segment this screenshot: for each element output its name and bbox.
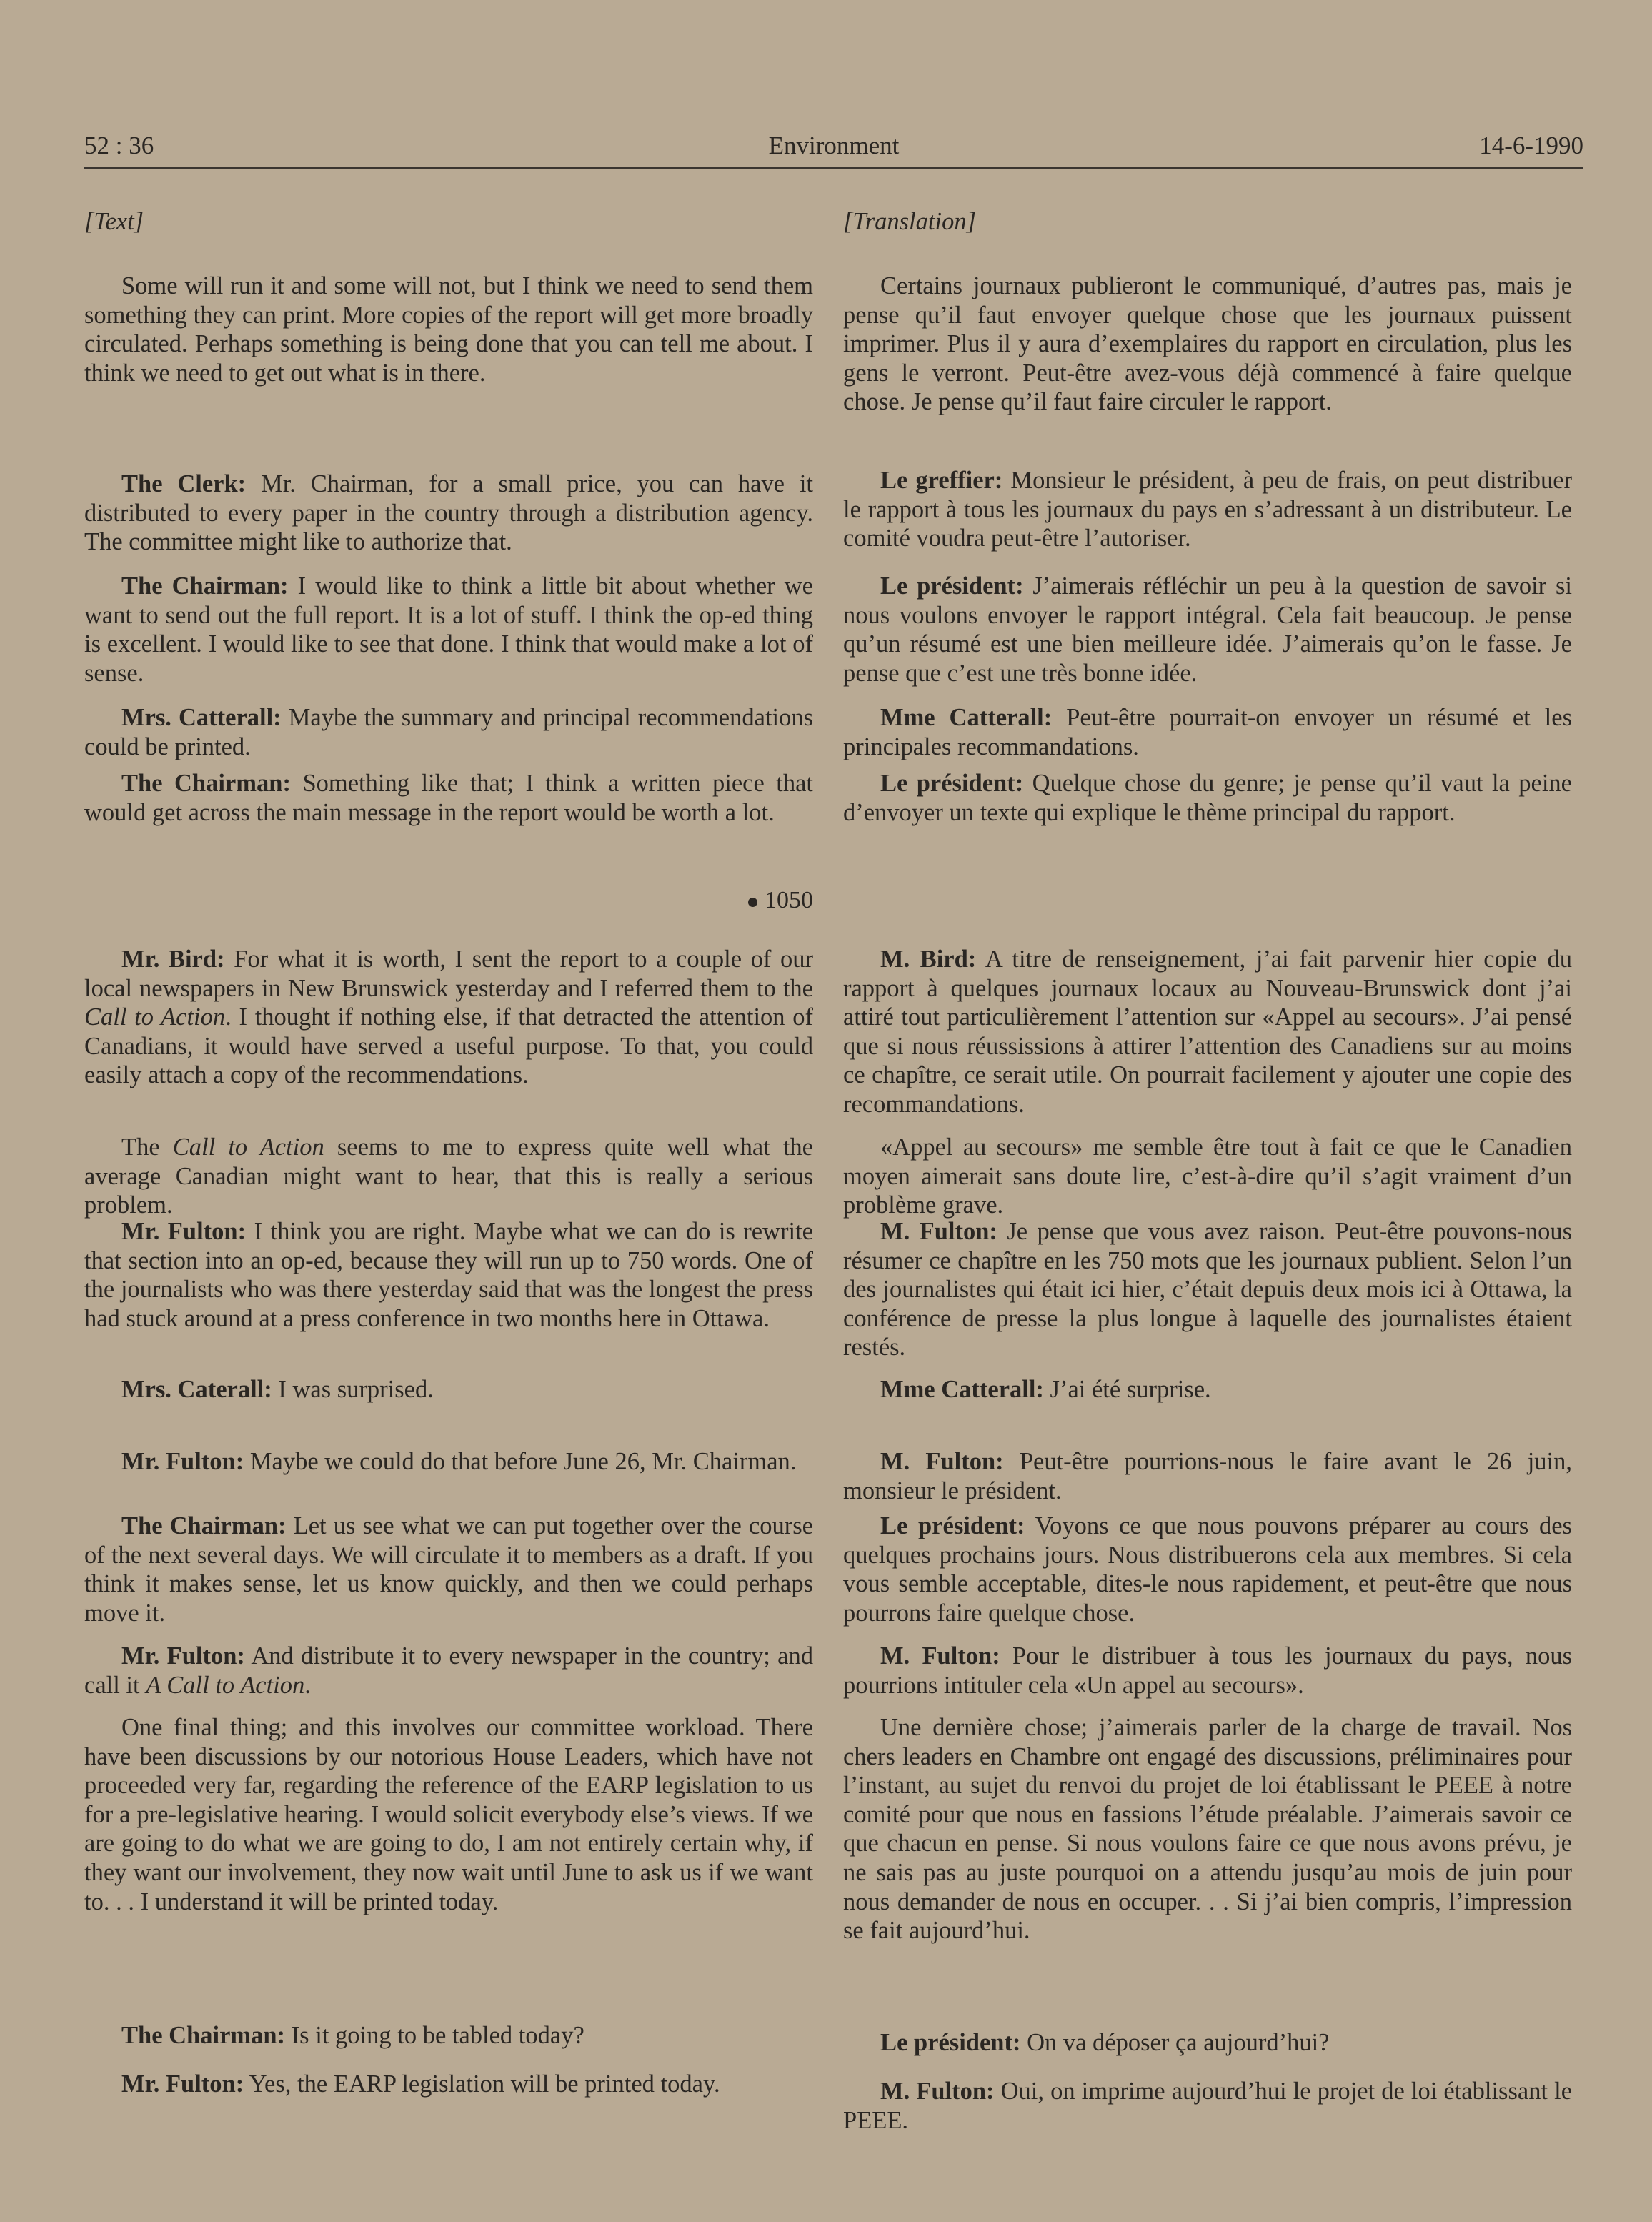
speaker-name: The Chairman:: [121, 770, 291, 797]
paragraph-text: Certains journaux publieront le communiqué, d’autres pas, mais je pense qu’il faut envoyer quelque chose que les journaux puissent imprimer. Plus il y aura d’exemplaires du rapport en circulation, plus les gens le verront. Peut-être avez-vous déjà commencé à faire quelque chose. Je pense qu’il faut faire circuler le rapport.: [843, 272, 1572, 416]
speaker-name: Le président:: [880, 770, 1024, 797]
paragraph-text: Monsieur le président, à peu de frais, on peut distribuer le rapport à tous les journaux du pays en s’adressant à un distributeur. Le comité voudra peut-être l’autoriser.: [843, 467, 1572, 552]
paragraph-text: .: [304, 1671, 311, 1699]
paragraph-text: Something like that; I think a written piece that would get across the main message in the report would be worth a lot.: [84, 770, 813, 826]
transcript-paragraph: [84, 1512, 813, 1627]
speaker-name: Mr. Fulton:: [121, 1448, 244, 1475]
transcript-paragraph: [84, 2021, 813, 2050]
speaker-name: M. Fulton:: [880, 2078, 995, 2105]
paragraph-text: Peut-être pourrait-on envoyer un résumé et les principales recommandations.: [843, 704, 1573, 760]
transcript-paragraph: [84, 2070, 813, 2099]
transcript-paragraph: [84, 572, 813, 688]
italic-title: Call to Action: [172, 1134, 324, 1161]
speaker-name: M. Fulton:: [880, 1642, 1000, 1670]
paragraph-text: Quelque chose du genre; je pense qu’il vaut la peine d’envoyer un texte qui explique le thème principal du rapport.: [843, 770, 1572, 826]
transcript-paragraph: [843, 945, 1572, 1119]
paragraph-text: On va déposer ça aujourd’hui?: [1027, 2029, 1330, 2056]
transcript-paragraph: [84, 1375, 813, 1404]
speaker-name: Le greffier:: [880, 467, 1003, 494]
transcript-paragraph: [843, 2077, 1572, 2135]
speaker-name: M. Fulton:: [880, 1448, 1004, 1475]
speaker-name: Le président:: [880, 572, 1024, 600]
italic-title: A Call to Action: [146, 1671, 305, 1699]
paragraph-text: Mr. Chairman, for a small price, you can have it distributed to every paper in the country through a distribution agency. The committee might like to authorize that.: [84, 470, 814, 556]
transcript-paragraph: [84, 272, 813, 387]
paragraph-text: For what it is worth, I sent the report to a couple of our local newspapers in New Brunswick yesterday and I referred them to the: [84, 946, 813, 1002]
speaker-name: Mme Catterall:: [880, 704, 1053, 731]
paragraph-text: Yes, the EARP legislation will be printed today.: [249, 2070, 720, 2098]
transcript-paragraph: [84, 1642, 813, 1700]
transcript-paragraph: [843, 769, 1572, 827]
speaker-name: Mr. Fulton:: [121, 2070, 244, 2098]
speaker-name: Mr. Bird:: [121, 946, 225, 973]
transcript-paragraph: [843, 1133, 1572, 1220]
transcript-paragraph: [843, 1713, 1572, 1945]
paragraph-text: Maybe the summary and principal recommendations could be printed.: [84, 704, 814, 760]
paragraph-text: Some will run it and some will not, but I think we need to send them something they can print. More copies of the report will get more broadly circulated. Perhaps something is being done that you can tell me about. I think we need to get out what is in there.: [84, 272, 813, 387]
bullet-icon: [748, 898, 757, 907]
paragraph-text: And distribute it to every newspaper in the country; and call it: [84, 1642, 813, 1699]
paragraph-text: I would like to think a little bit about whether we want to send out the full report. It is a lot of stuff. I think the op-ed thing is excellent. I would like to see that done. I think that would make a lot of sense.: [84, 572, 813, 687]
speaker-name: The Clerk:: [121, 470, 247, 497]
paragraph-text: Is it going to be tabled today?: [291, 2022, 584, 2049]
paragraph-text: seems to me to express quite well what the average Canadian might want to hear, that this is really a serious problem.: [84, 1134, 813, 1219]
speaker-name: M. Fulton:: [880, 1218, 997, 1245]
column-label: [Translation]: [843, 208, 976, 235]
speaker-name: M. Bird:: [880, 946, 977, 973]
transcript-paragraph: [84, 1713, 813, 1916]
column-label: [Text]: [84, 208, 144, 235]
page-number: 52 : 36: [84, 132, 154, 159]
paragraph-text: Pour le distribuer à tous les journaux du pays, nous pourrions intituler cela «Un appel au secours».: [843, 1642, 1572, 1699]
transcript-paragraph: [843, 2028, 1572, 2058]
transcript-paragraph: [843, 272, 1572, 417]
speaker-name: Mrs. Catterall:: [121, 704, 282, 731]
transcript-paragraph: [843, 1512, 1572, 1627]
paragraph-text: «Appel au secours» me semble être tout à fait ce que le Canadien moyen aimerait sans doute lire, c’est-à-dire qu’il s’agit vraiment d’un problème grave.: [843, 1134, 1572, 1219]
paragraph-text: A titre de renseignement, j’ai fait parvenir hier copie du rapport à quelques journaux locaux au Nouveau-Brunswick dont j’ai attiré tout particulièrement l’attention sur «Appel au secours». J’ai pensé que si nous réussissions à attirer l’attention des Canadiens sur au moins ce chapître, ce serait utile. On pourrait facilement y ajouter une copie des recommandations.: [843, 946, 1572, 1118]
speaker-name: Le président:: [880, 1512, 1025, 1539]
paragraph-text: Peut-être pourrions-nous le faire avant le 26 juin, monsieur le président.: [843, 1448, 1573, 1504]
paragraph-text: Let us see what we can put together over the course of the next several days. We will circulate it to members as a draft. If you think it makes sense, let us know quickly, and then we could perhaps move it.: [84, 1512, 813, 1627]
transcript-paragraph: [84, 769, 813, 827]
transcript-paragraph: [84, 703, 813, 761]
paragraph-text: The: [121, 1134, 173, 1161]
transcript-paragraph: [84, 1447, 813, 1477]
paragraph-text: Je pense que vous avez raison. Peut-être pouvons-nous résumer ce chapître en les 750 mots que les journaux publient. Selon l’un des journalistes qui était ici hier, c’était depuis deux mois ici à Ottawa, la conférence de presse la plus longue à laquelle des journalistes étaient restés.: [843, 1218, 1573, 1362]
time-marker: [748, 886, 813, 916]
transcript-paragraph: [843, 1642, 1572, 1700]
speaker-name: Le président:: [880, 2029, 1021, 2056]
transcript-paragraph: [84, 1217, 813, 1333]
paragraph-text: J’ai été surprise.: [1050, 1376, 1211, 1403]
transcript-paragraph: [843, 1217, 1572, 1362]
transcript-paragraph: [843, 703, 1572, 761]
paragraph-text: Une dernière chose; j’aimerais parler de la charge de travail. Nos chers leaders en Chambre ont engagé des discussions, préliminaires pour l’instant, au sujet du renvoi du projet de loi établissant le PEEE à notre comité pour que nous en fassions l’étude préalable. J’aimerais savoir ce que chacun en pense. Si nous voulons faire ce que nous avons prévu, je ne sais pas au juste pourquoi on a attendu jusqu’au mois de juin pour nous demander de nous en occuper. . . Si j’ai bien compris, l’impression se fait aujourd’hui.: [843, 1714, 1572, 1945]
transcript-paragraph: [84, 470, 813, 557]
paragraph-text: I think you are right. Maybe what we can do is rewrite that section into an op-ed, because they will run up to 750 words. One of the journalists who was there yesterday said that was the longest the press had stuck around at a press conference in two months here in Ottawa.: [84, 1218, 813, 1332]
transcript-paragraph: [84, 1133, 813, 1220]
paragraph-text: . I thought if nothing else, if that detracted the attention of Canadians, it would have served a useful purpose. To that, you could easily attach a copy of the recommendations.: [84, 1003, 813, 1089]
paragraph-text: I was surprised.: [278, 1376, 434, 1403]
transcript-paragraph: [843, 1447, 1572, 1505]
paragraph-text: Voyons ce que nous pouvons préparer au cours des quelques prochains jours. Nous distribuerons cela aux membres. Si cela vous semble acceptable, dites-le nous rapidement, et peut-être que nous pourrons faire quelque chose.: [843, 1512, 1572, 1627]
time-marker-text: 1050: [765, 887, 813, 913]
speaker-name: The Chairman:: [121, 572, 289, 600]
page-date: 14-6-1990: [1479, 132, 1583, 159]
paragraph-text: J’aimerais réfléchir un peu à la question de savoir si nous voulons envoyer le rapport intégral. Cela fait beaucoup. Je pense qu’un résumé est une bien meilleure idée. J’aimerais qu’on le fasse. Je pense que c’est une très bonne idée.: [843, 572, 1572, 687]
italic-title: Call to Action: [84, 1003, 226, 1031]
speaker-name: The Chairman:: [121, 2022, 286, 2049]
speaker-name: Mme Catterall:: [880, 1376, 1044, 1403]
transcript-paragraph: [843, 1375, 1572, 1404]
speaker-name: Mr. Fulton:: [121, 1218, 247, 1245]
page-title: Environment: [768, 132, 900, 159]
speaker-name: Mr. Fulton:: [121, 1642, 245, 1670]
speaker-name: Mrs. Caterall:: [121, 1376, 272, 1403]
transcript-paragraph: [84, 945, 813, 1090]
page-header: [84, 126, 1583, 169]
transcript-paragraph: [843, 572, 1572, 688]
paragraph-text: Oui, on imprime aujourd’hui le projet de loi établissant le PEEE.: [843, 2078, 1573, 2134]
paragraph-text: Maybe we could do that before June 26, Mr. Chairman.: [249, 1448, 797, 1475]
speaker-name: The Chairman:: [121, 1512, 287, 1539]
paragraph-text: One final thing; and this involves our committee workload. There have been discussions by our notorious House Leaders, which have not proceeded very far, regarding the reference of the EARP legislation to us for a pre-legislative hearing. I would solicit everybody else’s views. If we are going to do what we are going to do, I am not entirely certain why, if they want our involvement, they now wait until June to ask us if we want to. . . I understand it will be printed today.: [84, 1714, 813, 1915]
transcript-paragraph: [843, 466, 1572, 553]
